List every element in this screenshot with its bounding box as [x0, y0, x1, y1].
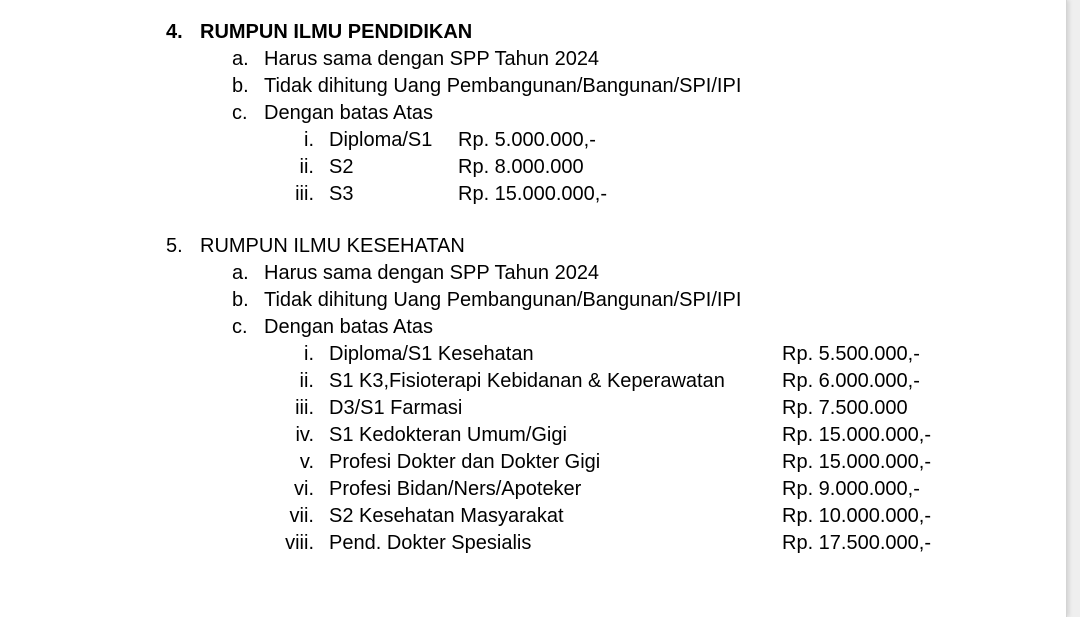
section-5-limit-marker: vii.: [289, 505, 314, 527]
section-4-item-a-text: Harus sama dengan SPP Tahun 2024: [264, 48, 600, 70]
section-4-limit-label: S2: [329, 156, 354, 178]
section-4-number: 4.: [166, 21, 183, 43]
section-5-limit-amount: Rp. 17.500.000,-: [782, 532, 931, 554]
section-5-limit-marker: v.: [299, 451, 314, 473]
section-4-limit-amount: Rp. 8.000.000: [458, 156, 584, 178]
section-5-limit-amount: Rp. 10.000.000,-: [782, 505, 931, 527]
section-5-limit-label: D3/S1 Farmasi: [329, 397, 463, 419]
section-5-limit-label: S1 Kedokteran Umum/Gigi: [329, 424, 567, 446]
section-5-number: 5.: [166, 235, 183, 257]
section-4-item-b-text: Tidak dihitung Uang Pembangunan/Bangunan/SPI/IPI: [264, 75, 742, 97]
section-5-limit-amount: Rp. 15.000.000,-: [782, 424, 931, 446]
section-5-item-a-marker: a.: [232, 262, 249, 284]
section-4-limit-marker: i.: [304, 129, 314, 151]
section-5-limit-marker: viii.: [285, 532, 314, 554]
section-5-item-b-marker: b.: [232, 289, 249, 311]
section-5-limit-label: Profesi Bidan/Ners/Apoteker: [329, 478, 582, 500]
section-5-limit-label: Profesi Dokter dan Dokter Gigi: [329, 451, 601, 473]
section-5-limit-marker: iv.: [295, 424, 314, 446]
section-5-limit-label: S2 Kesehatan Masyarakat: [329, 505, 564, 527]
section-5-limit-amount: Rp. 7.500.000: [782, 397, 908, 419]
section-5-title: RUMPUN ILMU KESEHATAN: [200, 235, 465, 257]
section-4-limit-marker: iii.: [295, 183, 314, 205]
section-5-limit-label: S1 K3,Fisioterapi Kebidanan & Keperawatan: [329, 370, 725, 392]
section-5-limit-marker: ii.: [299, 370, 314, 392]
section-5-item-c-text: Dengan batas Atas: [264, 316, 434, 338]
section-5-item-c-marker: c.: [232, 316, 248, 338]
section-5-limit-label: Pend. Dokter Spesialis: [329, 532, 532, 554]
section-4-item-c-text: Dengan batas Atas: [264, 102, 434, 124]
section-5-limit-marker: iii.: [295, 397, 314, 419]
section-4-item-c-marker: c.: [232, 102, 248, 124]
section-4-item-a-marker: a.: [232, 48, 249, 70]
section-4-limit-amount: Rp. 5.000.000,-: [458, 129, 596, 151]
section-4-limit-label: S3: [329, 183, 354, 205]
section-5-item-a-text: Harus sama dengan SPP Tahun 2024: [264, 262, 600, 284]
section-4-limit-label: Diploma/S1: [329, 129, 433, 151]
section-5-limit-label: Diploma/S1 Kesehatan: [329, 343, 534, 365]
section-5-limit-marker: i.: [304, 343, 314, 365]
section-4-limit-amount: Rp. 15.000.000,-: [458, 183, 607, 205]
section-4-item-b-marker: b.: [232, 75, 249, 97]
section-4-limit-marker: ii.: [299, 156, 314, 178]
section-5-limit-marker: vi.: [294, 478, 314, 500]
section-5-item-b-text: Tidak dihitung Uang Pembangunan/Bangunan/SPI/IPI: [264, 289, 742, 311]
section-4-title: RUMPUN ILMU PENDIDIKAN: [200, 21, 473, 43]
section-5-limit-amount: Rp. 15.000.000,-: [782, 451, 931, 473]
section-5-limit-amount: Rp. 5.500.000,-: [782, 343, 920, 365]
section-5-limit-amount: Rp. 9.000.000,-: [782, 478, 920, 500]
section-5-limit-amount: Rp. 6.000.000,-: [782, 370, 920, 392]
